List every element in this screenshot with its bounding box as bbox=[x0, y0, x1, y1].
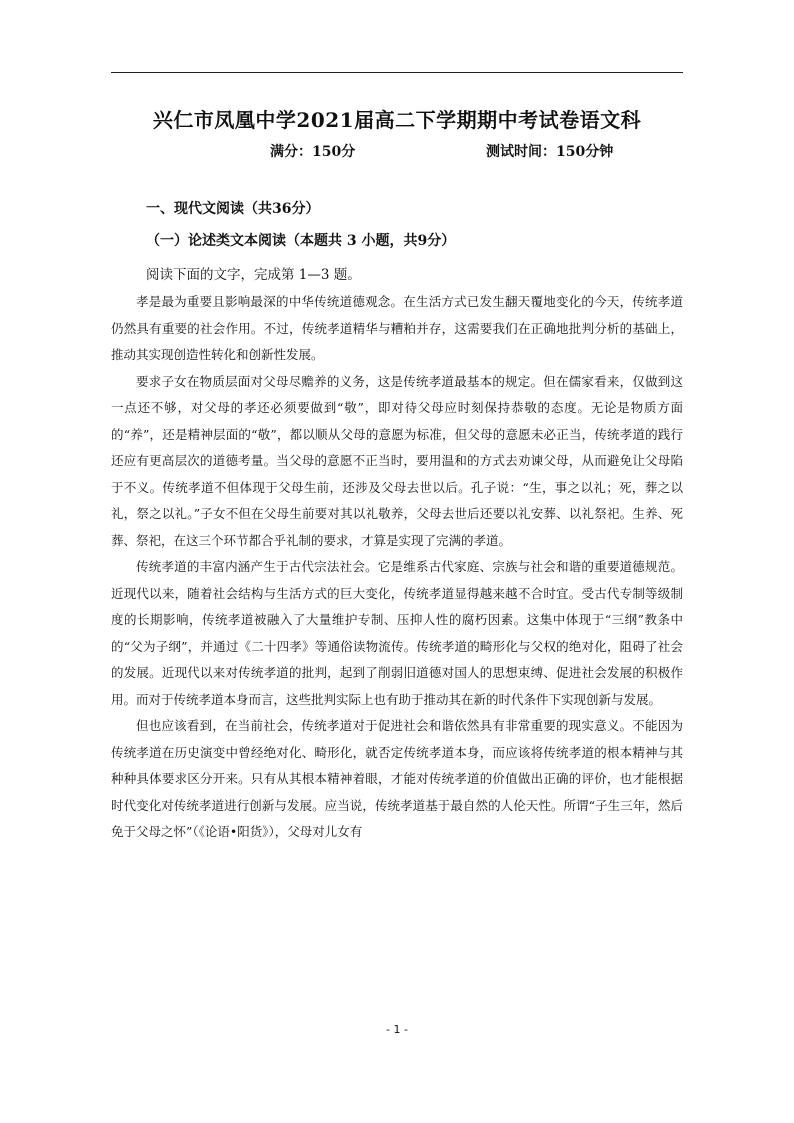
passage-paragraph-2: 要求子女在物质层面对父母尽赡养的义务，这是传统孝道最基本的规定。但在儒家看来，仅做到这一点还不够，对父母的孝还必须要做到“敬”，即对待父母应时刻保持恭敬的态度。无论是物质方面的“养”，还是精神层面的“敬”，都以顺从父母的意愿为标准，但父母的意愿未必正当，传统孝道的践行还应有更高层次的道德考量。当父母的意愿不正当时，要用温和的方式去劝谏父母，从而避免让父母陷于不义。传统孝道不但体现于父母生前，还涉及父母去世以后。孔子说：“生，事之以礼；死，葬之以礼，祭之以礼。”子女不但在父母生前要对其以礼敬养，父母去世后还要以礼安葬、以礼祭祀。生养、死葬、祭祀，在这三个环节都合乎礼制的要求，才算是实现了完满的孝道。 bbox=[111, 373, 683, 548]
page-number: - 1 - bbox=[386, 1023, 408, 1036]
passage-paragraph-4: 但也应该看到，在当前社会，传统孝道对于促进社会和谐依然具有非常重要的现实意义。不能因为传统孝道在历史演变中曾经绝对化、畸形化，就否定传统孝道本身，而应该将传统孝道的根本精神与其种种具体要求区分开来。只有从其根本精神着眼，才能对传统孝道的价值做出正确的评价，也才能根据时代变化对传统孝道进行创新与发展。应当说，传统孝道基于最自然的人伦天性。所谓“子生三年，然后免于父母之怀”（《论语•阳货》），父母对儿女有 bbox=[111, 718, 683, 839]
exam-title: 兴仁市凤凰中学2021届高二下学期期中考试卷语文科 bbox=[152, 108, 642, 132]
subsection-heading: （一）论述类文本阅读（本题共 3 小题，共9分） bbox=[146, 233, 456, 249]
passage-paragraph-3: 传统孝道的丰富内涵产生于古代宗法社会。它是维系古代家庭、宗族与社会和谐的重要道德规范。近现代以来，随着社会结构与生活方式的巨大变化，传统孝道显得越来越不合时宜。受古代专制等级制度的长期影响，传统孝道被融入了大量维护专制、压抑人性的腐朽因素。这集中体现于“三纲”教条中的“父为子纲”，并通过《二十四孝》等通俗读物流传。传统孝道的畸形化与父权的绝对化，阻碍了社会的发展。近现代以来对传统孝道的批判，起到了削弱旧道德对国人的思想束缚、促进社会发展的积极作用。而对于传统孝道本身而言，这些批判实际上也有助于推动其在新的时代条件下实现创新与发展。 bbox=[111, 559, 683, 707]
header-rule bbox=[111, 72, 683, 73]
reading-passage bbox=[111, 289, 683, 846]
passage-paragraph-1: 孝是最为重要且影响最深的中华传统道德观念。在生活方式已发生翻天覆地变化的今天，传统孝道仍然具有重要的社会作用。不过，传统孝道精华与糟粕并存，这需要我们在正确地批判分析的基础上，推动其实现创造性转化和创新性发展。 bbox=[111, 294, 683, 362]
full-score-label: 满分：150分 bbox=[270, 144, 356, 160]
test-time-label: 测试时间：150分钟 bbox=[486, 144, 614, 160]
reading-instruction: 阅读下面的文字，完成第 1—3 题。 bbox=[146, 267, 361, 283]
section-heading: 一、现代文阅读（共36分） bbox=[146, 201, 320, 217]
